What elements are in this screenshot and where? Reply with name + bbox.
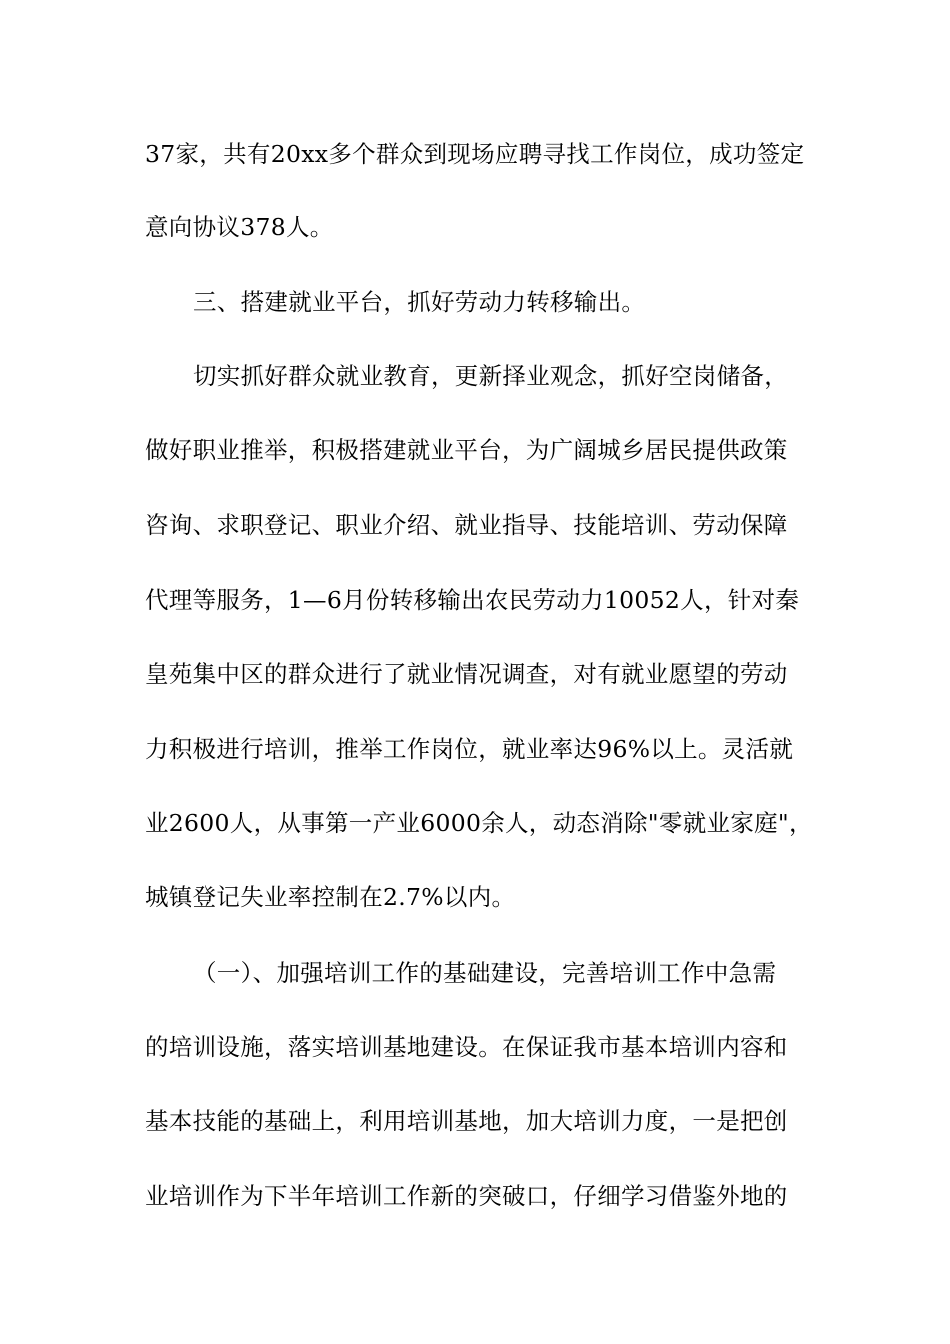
text-line: 基本技能的基础上，利用培训基地，加大培训力度，一是把创 [145,1107,788,1135]
text-line: 咨询、求职登记、职业介绍、就业指导、技能培训、劳动保障 [145,511,788,539]
text-line: 力积极进行培训，推举工作岗位，就业率达96%以上。灵活就 [145,735,794,763]
text-line: 37家，共有20xx多个群众到现场应聘寻找工作岗位，成功签定 [145,140,805,168]
text-line: 皇苑集中区的群众进行了就业情况调查，对有就业愿望的劳动 [145,660,788,688]
text-line: 意向协议378人。 [145,213,334,241]
text-line: 业培训作为下半年培训工作新的突破口，仔细学习借鉴外地的 [145,1182,788,1210]
text-line: 的培训设施，落实培训基地建设。在保证我市基本培训内容和 [145,1033,788,1061]
text-line: 切实抓好群众就业教育，更新择业观念，抓好空岗储备， [193,362,788,390]
text-line: 做好职业推举，积极搭建就业平台，为广阔城乡居民提供政策 [145,436,788,464]
subsection-heading: （一）、加强培训工作的基础建设，完善培训工作中急需 [193,959,777,987]
text-line: 业2600人，从事第一产业6000余人，动态消除"零就业家庭"， [145,809,813,837]
text-line: 代理等服务，1—6月份转移输出农民劳动力10052人，针对秦 [145,586,800,614]
text-line: 城镇登记失业率控制在2.7%以内。 [145,883,516,911]
section-heading: 三、搭建就业平台，抓好劳动力转移输出。 [193,288,646,316]
